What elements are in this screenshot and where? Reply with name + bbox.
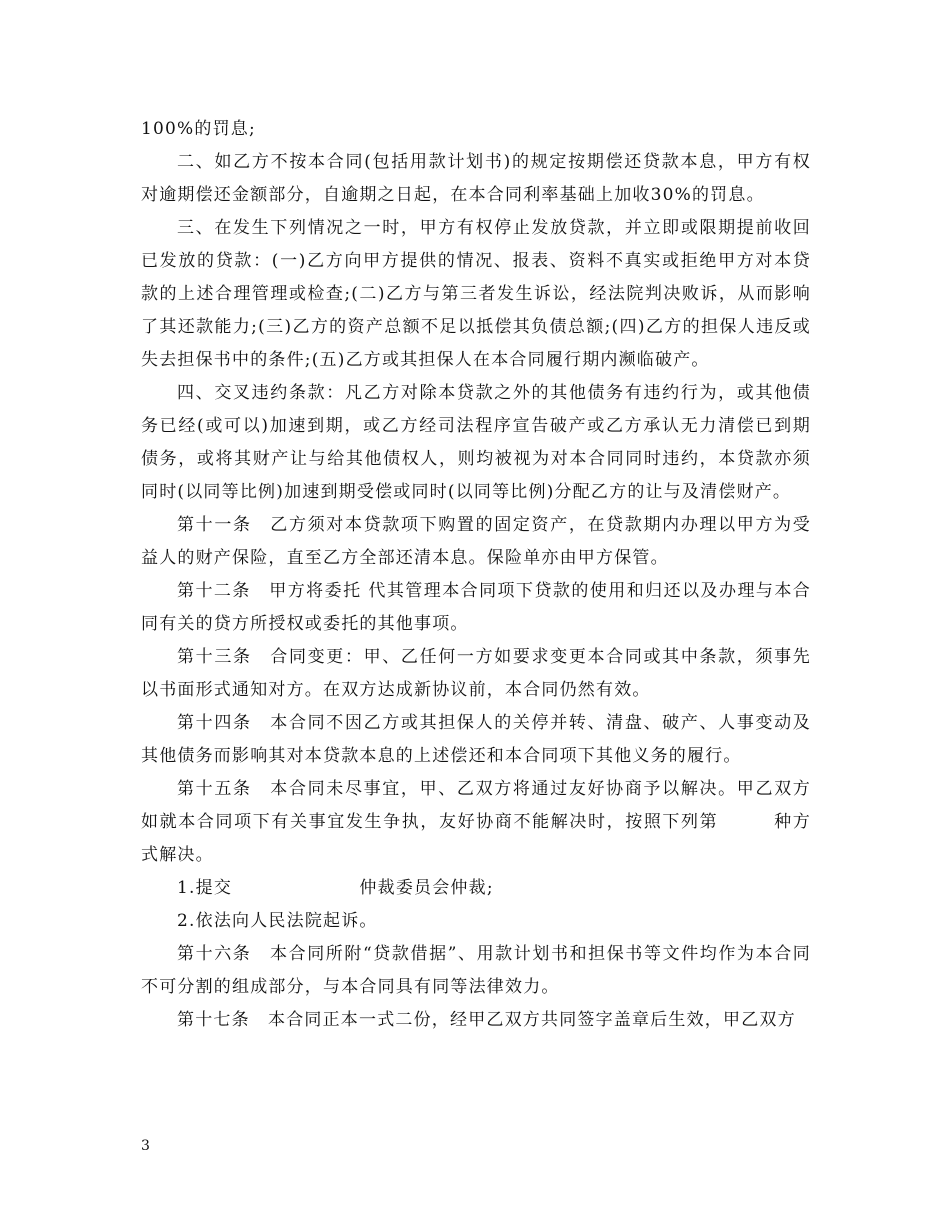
paragraph-article-15: 第十五条 本合同未尽事宜，甲、乙双方将通过友好协商予以解决。甲乙双方如就本合同项下有关事宜发生争执，友好协商不能解决时，按照下列第 种方式解决。 bbox=[141, 779, 811, 865]
paragraph-article-16: 第十六条 本合同所附“贷款借据”、用款计划书和担保书等文件均作为本合同不可分割的组成部分，与本合同具有同等法律效力。 bbox=[141, 944, 811, 997]
page-number: 3 bbox=[141, 1138, 150, 1154]
document-body bbox=[141, 113, 811, 1037]
paragraph-option-arbitration: 1.提交 仲裁委员会仲裁; bbox=[177, 878, 494, 898]
paragraph-overdue-penalty: 二、如乙方不按本合同(包括用款计划书)的规定按期偿还贷款本息，甲方有权对逾期偿还金额部分，自逾期之日起，在本合同利率基础上加收30%的罚息。 bbox=[141, 152, 811, 205]
paragraph-stop-lending-conditions: 三、在发生下列情况之一时，甲方有权停止发放贷款，并立即或限期提前收回已发放的贷款：(一)乙方向甲方提供的情况、报表、资料不真实或拒绝甲方对本贷款的上述合理管理或检查;(二)乙方与第三者发生诉讼，经法院判决败诉，从而影响了其还款能力;(三)乙方的资产总额不足以抵偿其负债总额;(四)乙方的担保人违反或失去担保书中的条件;(五)乙方或其担保人在本合同履行期内濒临破产。 bbox=[141, 218, 811, 370]
paragraph-article-11: 第十一条 乙方须对本贷款项下购置的固定资产，在贷款期内办理以甲方为受益人的财产保险，直至乙方全部还清本息。保险单亦由甲方保管。 bbox=[141, 515, 811, 568]
paragraph-article-17: 第十七条 本合同正本一式二份，经甲乙双方共同签字盖章后生效，甲乙双方 bbox=[177, 1010, 796, 1030]
paragraph-option-court: 2.依法向人民法院起诉。 bbox=[177, 911, 378, 931]
paragraph-article-12: 第十二条 甲方将委托 代其管理本合同项下贷款的使用和归还以及办理与本合同有关的贷方所授权或委托的其他事项。 bbox=[141, 581, 811, 634]
paragraph-article-13: 第十三条 合同变更：甲、乙任何一方如要求变更本合同或其中条款，须事先以书面形式通知对方。在双方达成新协议前，本合同仍然有效。 bbox=[141, 647, 811, 700]
paragraph-cross-default: 四、交叉违约条款：凡乙方对除本贷款之外的其他债务有违约行为，或其他债务已经(或可以)加速到期，或乙方经司法程序宣告破产或乙方承认无力清偿已到期债务，或将其财产让与给其他债权人，则均被视为对本合同同时违约，本贷款亦须同时(以同等比例)加速到期受偿或同时(以同等比例)分配乙方的让与及清偿财产。 bbox=[141, 383, 811, 502]
paragraph-penalty-continuation: 100%的罚息; bbox=[141, 119, 256, 139]
paragraph-article-14: 第十四条 本合同不因乙方或其担保人的关停并转、清盘、破产、人事变动及其他债务而影响其对本贷款本息的上述偿还和本合同项下其他义务的履行。 bbox=[141, 713, 811, 766]
